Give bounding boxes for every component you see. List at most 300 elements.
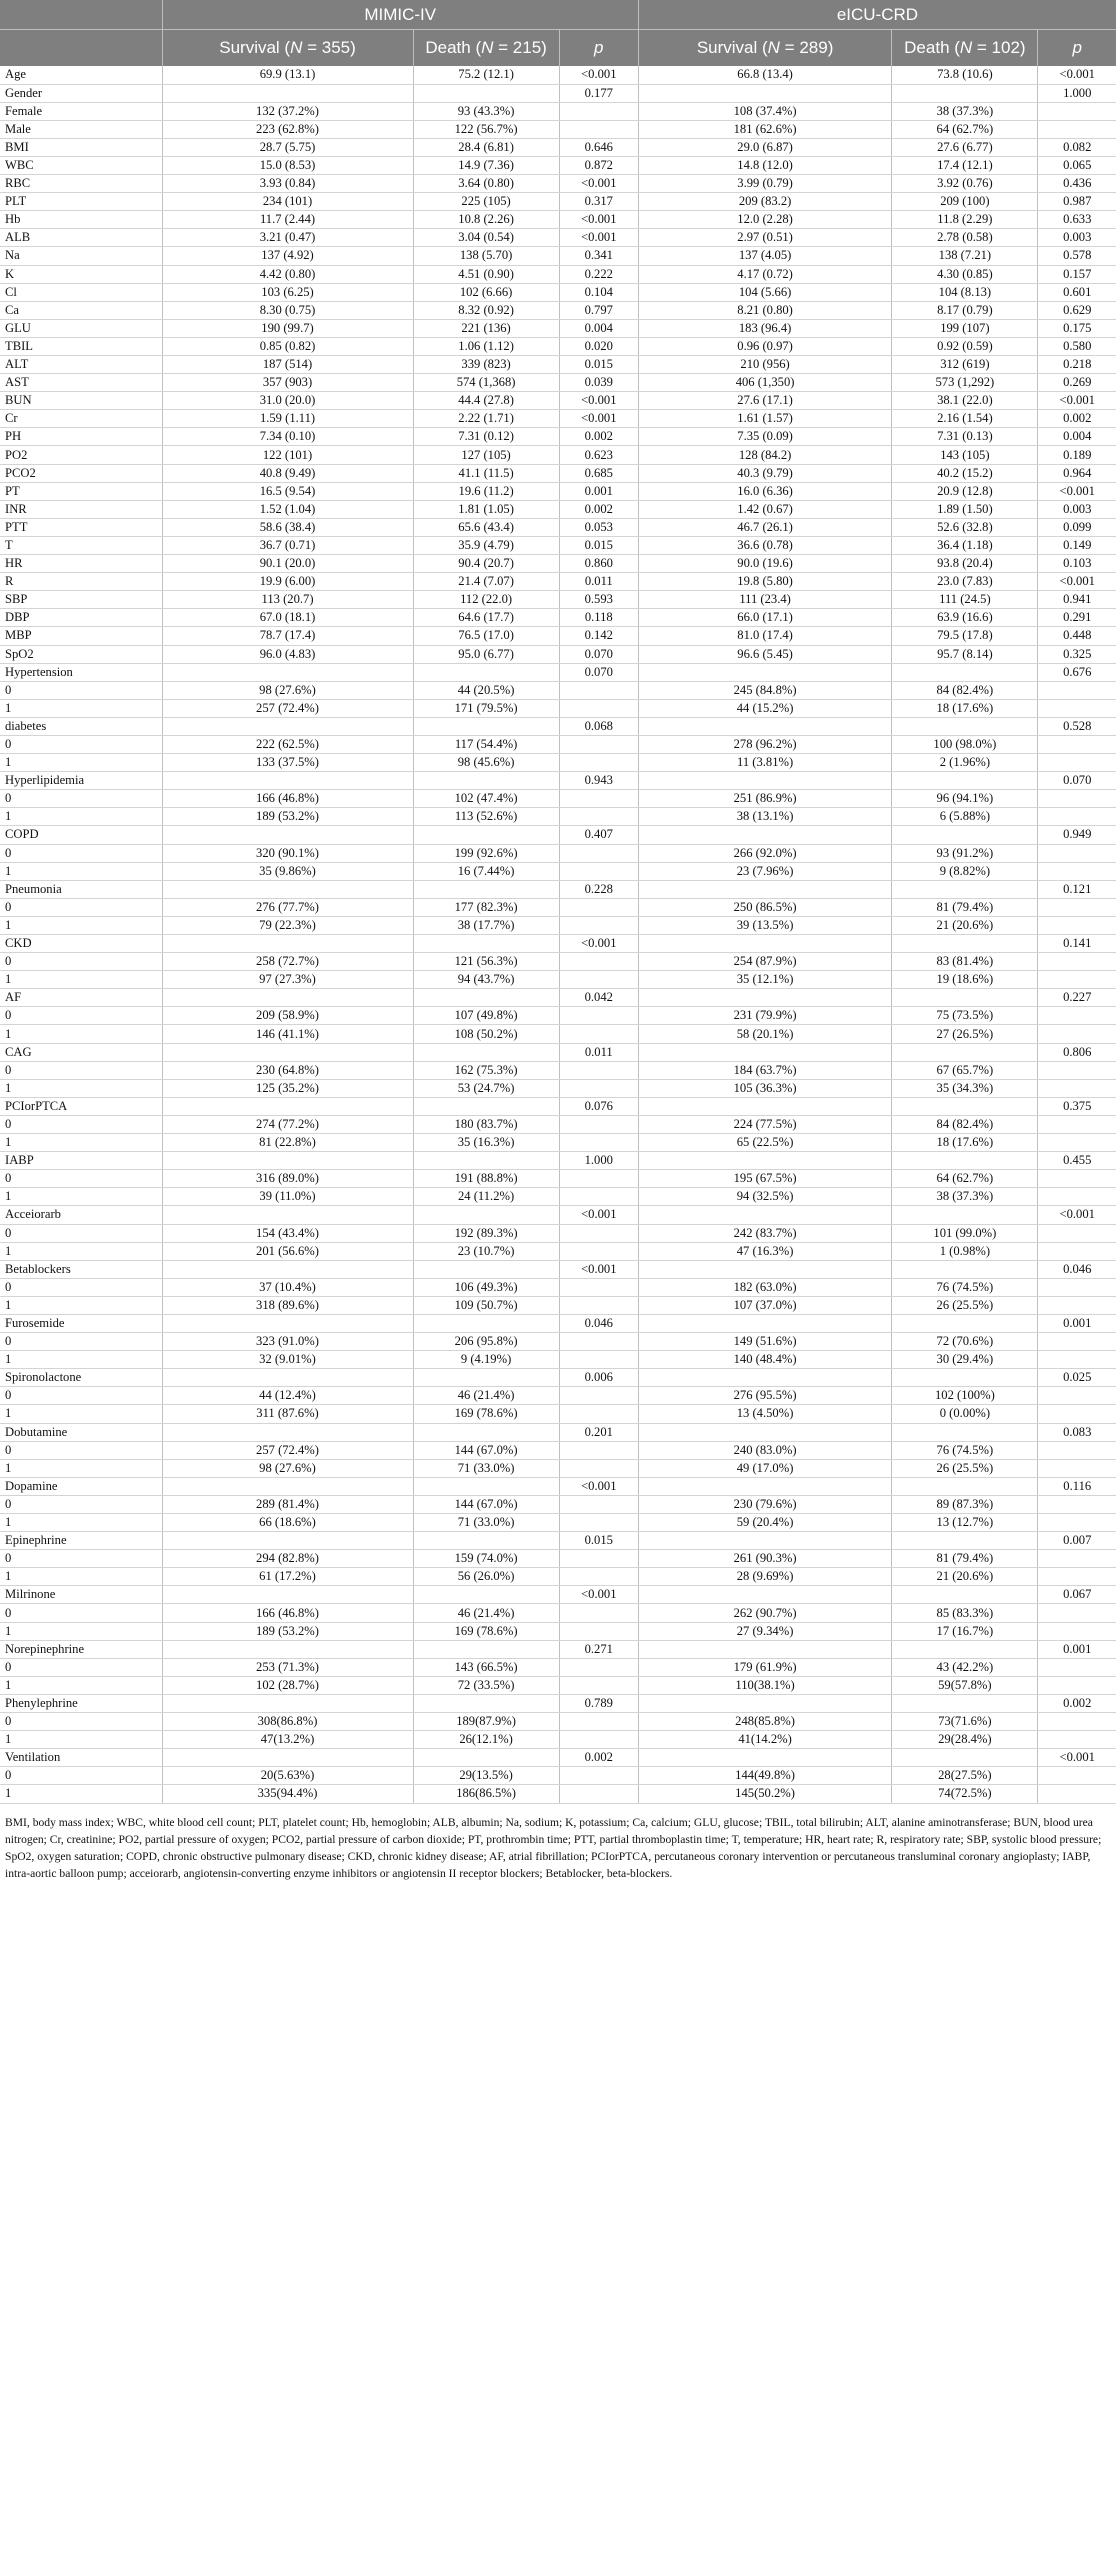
table-row xyxy=(0,1749,1116,1767)
table-row xyxy=(0,1043,1116,1061)
mimic-p-cell xyxy=(559,1495,638,1513)
header-blank xyxy=(0,0,162,30)
table-row xyxy=(0,265,1116,283)
row-label: 0 xyxy=(0,1767,162,1785)
mimic-p-cell xyxy=(559,1351,638,1369)
row-label: PCO2 xyxy=(0,464,162,482)
eicu-survival-cell: 28 (9.69%) xyxy=(638,1568,891,1586)
table-row xyxy=(0,1115,1116,1133)
eicu-survival-cell xyxy=(638,1423,891,1441)
table-row xyxy=(0,1532,1116,1550)
row-label: 1 xyxy=(0,1622,162,1640)
eicu-p-cell: 0.025 xyxy=(1038,1369,1116,1387)
mimic-survival-cell: 35 (9.86%) xyxy=(162,862,413,880)
mimic-survival-cell: 8.30 (0.75) xyxy=(162,301,413,319)
eicu-survival-cell: 104 (5.66) xyxy=(638,283,891,301)
mimic-p-cell xyxy=(559,681,638,699)
mimic-death-cell: 28.4 (6.81) xyxy=(413,138,559,156)
eicu-p-cell xyxy=(1038,1278,1116,1296)
mimic-death-cell: 169 (78.6%) xyxy=(413,1405,559,1423)
mimic-p-cell: 0.593 xyxy=(559,591,638,609)
mimic-p-cell: 0.872 xyxy=(559,156,638,174)
eicu-death-cell: 138 (7.21) xyxy=(892,247,1038,265)
eicu-p-cell xyxy=(1038,1568,1116,1586)
eicu-survival-cell: 230 (79.6%) xyxy=(638,1495,891,1513)
table-row xyxy=(0,663,1116,681)
eicu-survival-cell: 7.35 (0.09) xyxy=(638,428,891,446)
eicu-survival-cell: 242 (83.7%) xyxy=(638,1224,891,1242)
mimic-p-cell: 0.001 xyxy=(559,482,638,500)
mimic-survival-cell: 230 (64.8%) xyxy=(162,1061,413,1079)
mimic-survival-cell xyxy=(162,1152,413,1170)
row-label: 1 xyxy=(0,916,162,934)
eicu-survival-cell xyxy=(638,663,891,681)
table-row xyxy=(0,681,1116,699)
table-row xyxy=(0,319,1116,337)
mimic-p-cell: 0.177 xyxy=(559,84,638,102)
eicu-p-cell: 0.003 xyxy=(1038,229,1116,247)
mimic-p-cell: <0.001 xyxy=(559,1586,638,1604)
eicu-p-cell xyxy=(1038,1224,1116,1242)
mimic-death-cell: 221 (136) xyxy=(413,319,559,337)
mimic-p-cell xyxy=(559,1278,638,1296)
row-label: 0 xyxy=(0,1115,162,1133)
mimic-survival-cell: 133 (37.5%) xyxy=(162,754,413,772)
mimic-death-cell: 10.8 (2.26) xyxy=(413,211,559,229)
table-row xyxy=(0,989,1116,1007)
mimic-survival-cell: 0.85 (0.82) xyxy=(162,337,413,355)
eicu-p-cell: 0.002 xyxy=(1038,1694,1116,1712)
row-label: PO2 xyxy=(0,446,162,464)
eicu-death-cell xyxy=(892,1152,1038,1170)
mimic-p-cell: 0.076 xyxy=(559,1097,638,1115)
eicu-death-cell: 199 (107) xyxy=(892,319,1038,337)
eicu-survival-cell xyxy=(638,1152,891,1170)
eicu-p-cell xyxy=(1038,1658,1116,1676)
mimic-p-cell xyxy=(559,1170,638,1188)
mimic-death-cell xyxy=(413,935,559,953)
eicu-survival-cell: 47 (16.3%) xyxy=(638,1242,891,1260)
mimic-death-cell: 93 (43.3%) xyxy=(413,102,559,120)
row-label: Epinephrine xyxy=(0,1532,162,1550)
mimic-survival-cell: 166 (46.8%) xyxy=(162,1604,413,1622)
eicu-p-cell: <0.001 xyxy=(1038,482,1116,500)
eicu-survival-cell: 40.3 (9.79) xyxy=(638,464,891,482)
mimic-survival-cell: 258 (72.7%) xyxy=(162,953,413,971)
mimic-survival-cell: 146 (41.1%) xyxy=(162,1025,413,1043)
eicu-survival-cell xyxy=(638,880,891,898)
mimic-death-cell: 35.9 (4.79) xyxy=(413,536,559,554)
eicu-p-cell xyxy=(1038,1731,1116,1749)
eicu-survival-cell: 231 (79.9%) xyxy=(638,1007,891,1025)
eicu-death-cell: 38.1 (22.0) xyxy=(892,392,1038,410)
mimic-survival-cell: 234 (101) xyxy=(162,193,413,211)
eicu-p-cell: 0.269 xyxy=(1038,374,1116,392)
eicu-p-cell: 0.375 xyxy=(1038,1097,1116,1115)
mimic-p-cell: <0.001 xyxy=(559,392,638,410)
row-label: 0 xyxy=(0,844,162,862)
eicu-death-cell: 74(72.5%) xyxy=(892,1785,1038,1803)
mimic-death-cell xyxy=(413,1477,559,1495)
eicu-death-cell: 20.9 (12.8) xyxy=(892,482,1038,500)
mimic-death-cell: 35 (16.3%) xyxy=(413,1134,559,1152)
mimic-p-cell xyxy=(559,102,638,120)
mimic-survival-cell: 308(86.8%) xyxy=(162,1713,413,1731)
eicu-death-cell: 13 (12.7%) xyxy=(892,1514,1038,1532)
mimic-death-cell: 90.4 (20.7) xyxy=(413,555,559,573)
eicu-survival-cell: 137 (4.05) xyxy=(638,247,891,265)
mimic-survival-cell: 58.6 (38.4) xyxy=(162,518,413,536)
mimic-death-cell xyxy=(413,772,559,790)
eicu-p-cell: 0.941 xyxy=(1038,591,1116,609)
mimic-p-cell xyxy=(559,1676,638,1694)
row-label: PT xyxy=(0,482,162,500)
mimic-p-cell xyxy=(559,1007,638,1025)
row-label: 1 xyxy=(0,1079,162,1097)
eicu-p-cell: 0.046 xyxy=(1038,1260,1116,1278)
table-row xyxy=(0,1495,1116,1513)
mimic-p-cell xyxy=(559,1658,638,1676)
mimic-death-cell: 1.06 (1.12) xyxy=(413,337,559,355)
mimic-p-cell: <0.001 xyxy=(559,175,638,193)
eicu-p-cell xyxy=(1038,1785,1116,1803)
table-row xyxy=(0,337,1116,355)
eicu-p-cell: 0.116 xyxy=(1038,1477,1116,1495)
mimic-death-cell: 225 (105) xyxy=(413,193,559,211)
eicu-death-cell: 27.6 (6.77) xyxy=(892,138,1038,156)
mimic-death-cell xyxy=(413,1586,559,1604)
eicu-survival-cell: 59 (20.4%) xyxy=(638,1514,891,1532)
eicu-p-cell: 0.325 xyxy=(1038,645,1116,663)
mimic-survival-cell: 320 (90.1%) xyxy=(162,844,413,862)
mimic-death-cell: 138 (5.70) xyxy=(413,247,559,265)
mimic-survival-cell: 257 (72.4%) xyxy=(162,1441,413,1459)
table-row xyxy=(0,410,1116,428)
mimic-p-cell: 1.000 xyxy=(559,1152,638,1170)
mimic-death-cell: 102 (47.4%) xyxy=(413,790,559,808)
mimic-survival-cell: 47(13.2%) xyxy=(162,1731,413,1749)
row-label: Male xyxy=(0,120,162,138)
eicu-p-cell: 0.121 xyxy=(1038,880,1116,898)
row-label: 1 xyxy=(0,1731,162,1749)
eicu-survival-cell: 276 (95.5%) xyxy=(638,1387,891,1405)
mimic-survival-cell xyxy=(162,717,413,735)
table-row xyxy=(0,1785,1116,1803)
eicu-p-cell: 0.949 xyxy=(1038,826,1116,844)
mimic-survival-cell: 40.8 (9.49) xyxy=(162,464,413,482)
eicu-p-cell xyxy=(1038,1079,1116,1097)
eicu-p-cell: 0.633 xyxy=(1038,211,1116,229)
eicu-death-cell: 209 (100) xyxy=(892,193,1038,211)
mimic-death-cell xyxy=(413,663,559,681)
row-label: INR xyxy=(0,500,162,518)
row-label: Spironolactone xyxy=(0,1369,162,1387)
eicu-death-cell: 29(28.4%) xyxy=(892,1731,1038,1749)
mimic-p-cell xyxy=(559,735,638,753)
eicu-survival-cell: 36.6 (0.78) xyxy=(638,536,891,554)
mimic-death-cell: 44 (20.5%) xyxy=(413,681,559,699)
eicu-survival-cell xyxy=(638,1749,891,1767)
eicu-p-cell xyxy=(1038,1514,1116,1532)
row-label: GLU xyxy=(0,319,162,337)
mimic-survival-cell: 318 (89.6%) xyxy=(162,1296,413,1314)
mimic-survival-cell: 15.0 (8.53) xyxy=(162,156,413,174)
row-label: 1 xyxy=(0,971,162,989)
mimic-p-cell xyxy=(559,953,638,971)
eicu-survival-cell xyxy=(638,1206,891,1224)
header-group-row xyxy=(0,0,1116,30)
eicu-death-cell: 6 (5.88%) xyxy=(892,808,1038,826)
mimic-p-cell: <0.001 xyxy=(559,229,638,247)
table-row xyxy=(0,1097,1116,1115)
eicu-p-header: p xyxy=(1038,30,1116,67)
table-row xyxy=(0,555,1116,573)
row-label: SBP xyxy=(0,591,162,609)
eicu-death-cell: 59(57.8%) xyxy=(892,1676,1038,1694)
mimic-death-cell: 189(87.9%) xyxy=(413,1713,559,1731)
mimic-p-cell: 0.015 xyxy=(559,1532,638,1550)
table-row xyxy=(0,1387,1116,1405)
mimic-p-cell xyxy=(559,1459,638,1477)
mimic-death-cell: 192 (89.3%) xyxy=(413,1224,559,1242)
mimic-p-cell xyxy=(559,1767,638,1785)
table-row xyxy=(0,935,1116,953)
mimic-death-cell: 169 (78.6%) xyxy=(413,1622,559,1640)
eicu-survival-cell xyxy=(638,84,891,102)
eicu-p-cell xyxy=(1038,1025,1116,1043)
eicu-survival-cell: 19.8 (5.80) xyxy=(638,573,891,591)
mimic-survival-cell: 201 (56.6%) xyxy=(162,1242,413,1260)
eicu-p-cell: 0.218 xyxy=(1038,356,1116,374)
row-label: Hyperlipidemia xyxy=(0,772,162,790)
mimic-p-cell xyxy=(559,1061,638,1079)
eicu-death-cell xyxy=(892,1260,1038,1278)
mimic-death-cell: 71 (33.0%) xyxy=(413,1459,559,1477)
row-label: Norepinephrine xyxy=(0,1640,162,1658)
mimic-death-cell: 16 (7.44%) xyxy=(413,862,559,880)
mimic-death-cell: 98 (45.6%) xyxy=(413,754,559,772)
mimic-survival-cell: 66 (18.6%) xyxy=(162,1514,413,1532)
mimic-death-cell: 9 (4.19%) xyxy=(413,1351,559,1369)
mimic-death-cell: 46 (21.4%) xyxy=(413,1387,559,1405)
row-label: 0 xyxy=(0,1441,162,1459)
table-row xyxy=(0,1604,1116,1622)
mimic-p-cell xyxy=(559,1025,638,1043)
mimic-survival-cell: 7.34 (0.10) xyxy=(162,428,413,446)
eicu-death-cell xyxy=(892,772,1038,790)
mimic-survival-cell: 32 (9.01%) xyxy=(162,1351,413,1369)
eicu-p-cell: 0.189 xyxy=(1038,446,1116,464)
eicu-p-cell xyxy=(1038,1188,1116,1206)
eicu-p-cell: 0.001 xyxy=(1038,1640,1116,1658)
mimic-death-cell: 108 (50.2%) xyxy=(413,1025,559,1043)
mimic-survival-cell: 137 (4.92) xyxy=(162,247,413,265)
mimic-p-cell: 0.002 xyxy=(559,1749,638,1767)
mimic-p-cell: 0.006 xyxy=(559,1369,638,1387)
eicu-survival-cell: 266 (92.0%) xyxy=(638,844,891,862)
mimic-death-cell: 8.32 (0.92) xyxy=(413,301,559,319)
mimic-survival-cell: 166 (46.8%) xyxy=(162,790,413,808)
table-row xyxy=(0,175,1116,193)
mimic-p-cell: 0.789 xyxy=(559,1694,638,1712)
mimic-death-header: Death (N = 215) xyxy=(413,30,559,67)
eicu-p-cell: 0.003 xyxy=(1038,500,1116,518)
mimic-survival-header: Survival (N = 355) xyxy=(162,30,413,67)
eicu-death-cell: 17 (16.7%) xyxy=(892,1622,1038,1640)
eicu-survival-cell: 44 (15.2%) xyxy=(638,699,891,717)
row-label: Age xyxy=(0,66,162,84)
mimic-survival-cell: 69.9 (13.1) xyxy=(162,66,413,84)
eicu-p-cell xyxy=(1038,898,1116,916)
row-label: 1 xyxy=(0,1296,162,1314)
eicu-death-cell: 8.17 (0.79) xyxy=(892,301,1038,319)
mimic-survival-cell: 97 (27.3%) xyxy=(162,971,413,989)
eicu-survival-cell: 195 (67.5%) xyxy=(638,1170,891,1188)
mimic-p-cell: <0.001 xyxy=(559,66,638,84)
eicu-death-cell: 100 (98.0%) xyxy=(892,735,1038,753)
table-row xyxy=(0,1260,1116,1278)
eicu-survival-cell xyxy=(638,717,891,735)
row-label: diabetes xyxy=(0,717,162,735)
row-label: ALT xyxy=(0,356,162,374)
row-label: TBIL xyxy=(0,337,162,355)
eicu-survival-cell: 250 (86.5%) xyxy=(638,898,891,916)
eicu-p-cell xyxy=(1038,808,1116,826)
mimic-p-cell xyxy=(559,808,638,826)
header-sub-row xyxy=(0,30,1116,67)
eicu-death-cell: 93.8 (20.4) xyxy=(892,555,1038,573)
eicu-death-cell: 72 (70.6%) xyxy=(892,1333,1038,1351)
mimic-survival-cell: 79 (22.3%) xyxy=(162,916,413,934)
eicu-death-cell: 102 (100%) xyxy=(892,1387,1038,1405)
eicu-p-cell xyxy=(1038,1115,1116,1133)
table-row xyxy=(0,1658,1116,1676)
row-label: 1 xyxy=(0,1568,162,1586)
row-label: IABP xyxy=(0,1152,162,1170)
mimic-p-cell: 0.685 xyxy=(559,464,638,482)
table-row xyxy=(0,1025,1116,1043)
mimic-p-cell: 0.070 xyxy=(559,645,638,663)
mimic-death-cell: 7.31 (0.12) xyxy=(413,428,559,446)
eicu-survival-cell: 1.42 (0.67) xyxy=(638,500,891,518)
table-row xyxy=(0,844,1116,862)
eicu-death-cell: 52.6 (32.8) xyxy=(892,518,1038,536)
table-row xyxy=(0,156,1116,174)
eicu-p-cell: 0.987 xyxy=(1038,193,1116,211)
eicu-p-cell: 0.436 xyxy=(1038,175,1116,193)
eicu-death-cell xyxy=(892,1097,1038,1115)
row-label: Milrinone xyxy=(0,1586,162,1604)
eicu-death-cell: 76 (74.5%) xyxy=(892,1441,1038,1459)
mimic-p-cell xyxy=(559,862,638,880)
eicu-survival-cell xyxy=(638,1260,891,1278)
eicu-p-cell xyxy=(1038,1134,1116,1152)
mimic-survival-cell: 81 (22.8%) xyxy=(162,1134,413,1152)
table-row xyxy=(0,1477,1116,1495)
row-label: 1 xyxy=(0,699,162,717)
eicu-p-cell xyxy=(1038,102,1116,120)
eicu-survival-cell: 14.8 (12.0) xyxy=(638,156,891,174)
table-row xyxy=(0,953,1116,971)
mimic-p-cell xyxy=(559,1731,638,1749)
row-label: WBC xyxy=(0,156,162,174)
eicu-survival-cell: 65 (22.5%) xyxy=(638,1134,891,1152)
mimic-death-cell: 29(13.5%) xyxy=(413,1767,559,1785)
table-row xyxy=(0,880,1116,898)
table-row xyxy=(0,1170,1116,1188)
eicu-survival-cell: 8.21 (0.80) xyxy=(638,301,891,319)
eicu-p-cell: 0.455 xyxy=(1038,1152,1116,1170)
eicu-death-cell: 27 (26.5%) xyxy=(892,1025,1038,1043)
eicu-death-cell xyxy=(892,1423,1038,1441)
mimic-survival-cell: 1.59 (1.11) xyxy=(162,410,413,428)
eicu-survival-cell: 184 (63.7%) xyxy=(638,1061,891,1079)
eicu-p-cell: 0.227 xyxy=(1038,989,1116,1007)
eicu-survival-cell: 90.0 (19.6) xyxy=(638,555,891,573)
eicu-p-cell: 1.000 xyxy=(1038,84,1116,102)
table-row xyxy=(0,1731,1116,1749)
mimic-death-cell: 21.4 (7.07) xyxy=(413,573,559,591)
row-label: Dopamine xyxy=(0,1477,162,1495)
row-label: 1 xyxy=(0,1676,162,1694)
eicu-p-cell xyxy=(1038,735,1116,753)
row-label: 0 xyxy=(0,681,162,699)
table-row xyxy=(0,772,1116,790)
mimic-survival-cell xyxy=(162,772,413,790)
table-row xyxy=(0,1007,1116,1025)
mimic-p-cell xyxy=(559,790,638,808)
row-label: 1 xyxy=(0,754,162,772)
mimic-survival-cell: 16.5 (9.54) xyxy=(162,482,413,500)
mimic-p-cell: 0.011 xyxy=(559,573,638,591)
row-label: Na xyxy=(0,247,162,265)
eicu-p-cell xyxy=(1038,916,1116,934)
table-row xyxy=(0,392,1116,410)
mimic-death-cell: 26(12.1%) xyxy=(413,1731,559,1749)
mimic-p-header: p xyxy=(559,30,638,67)
eicu-p-cell xyxy=(1038,1242,1116,1260)
mimic-p-cell: 0.201 xyxy=(559,1423,638,1441)
eicu-survival-cell: 145(50.2%) xyxy=(638,1785,891,1803)
mimic-p-cell xyxy=(559,1785,638,1803)
mimic-survival-cell: 28.7 (5.75) xyxy=(162,138,413,156)
table-body xyxy=(0,66,1116,1803)
eicu-death-cell xyxy=(892,1586,1038,1604)
mimic-p-cell xyxy=(559,1115,638,1133)
mimic-p-cell: 0.070 xyxy=(559,663,638,681)
row-label: Pneumonia xyxy=(0,880,162,898)
row-label: PCIorPTCA xyxy=(0,1097,162,1115)
row-label: 0 xyxy=(0,1713,162,1731)
mimic-p-cell xyxy=(559,898,638,916)
eicu-p-cell xyxy=(1038,1351,1116,1369)
mimic-death-cell: 199 (92.6%) xyxy=(413,844,559,862)
table-row xyxy=(0,1586,1116,1604)
mimic-p-cell xyxy=(559,1333,638,1351)
table-row xyxy=(0,645,1116,663)
eicu-death-cell xyxy=(892,1043,1038,1061)
mimic-survival-cell: 189 (53.2%) xyxy=(162,1622,413,1640)
row-label: 0 xyxy=(0,1333,162,1351)
row-label: PLT xyxy=(0,193,162,211)
mimic-survival-cell: 4.42 (0.80) xyxy=(162,265,413,283)
table-row xyxy=(0,301,1116,319)
row-label: CKD xyxy=(0,935,162,953)
mimic-p-cell xyxy=(559,1604,638,1622)
mimic-death-cell xyxy=(413,1206,559,1224)
mimic-death-cell: 112 (22.0) xyxy=(413,591,559,609)
table-row xyxy=(0,1550,1116,1568)
